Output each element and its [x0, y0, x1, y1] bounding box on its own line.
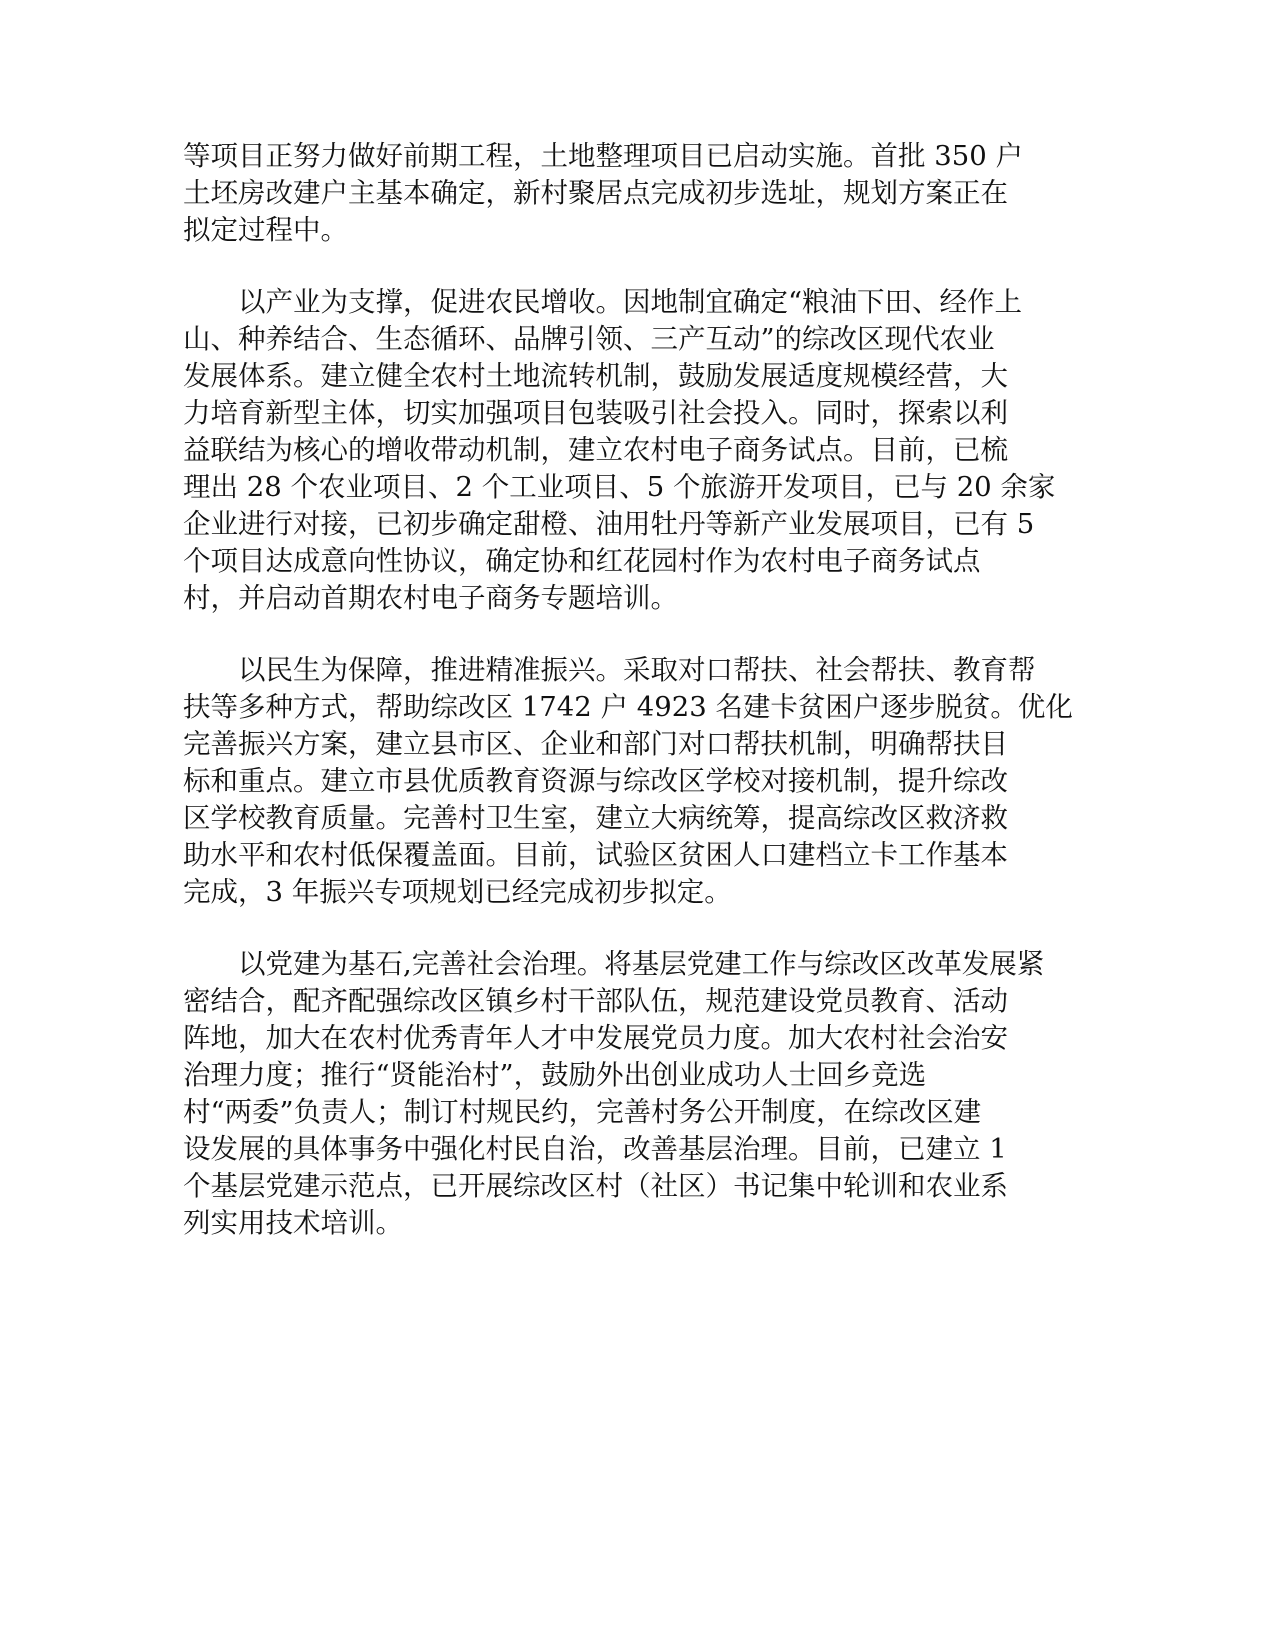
paragraph-industry	[183, 284, 1063, 617]
text-line: 个项目达成意向性协议，确定协和红花园村作为农村电子商务试点	[183, 545, 981, 577]
text-line: 以产业为支撑，促进农民增收。因地制宜确定“粮油下田、经作上	[238, 286, 1023, 318]
text-line: 发展体系。建立健全农村土地流转机制，鼓励发展适度规模经营，大	[183, 360, 1008, 392]
text-line: 扶等多种方式，帮助综改区 1742 户 4923 名建卡贫困户逐步脱贫。优化	[183, 691, 1073, 723]
paragraph-livelihood	[183, 652, 1073, 911]
paragraph-party-building	[183, 946, 1063, 1242]
text-line: 助水平和农村低保覆盖面。目前，试验区贫困人口建档立卡工作基本	[183, 839, 1008, 871]
text-line: 山、种养结合、生态循环、品牌引领、三产互动”的综改区现代农业	[183, 323, 995, 355]
text-line: 列实用技术培训。	[183, 1207, 403, 1239]
text-line: 个基层党建示范点，已开展综改区村（社区）书记集中轮训和农业系	[183, 1170, 1008, 1202]
text-line: 益联结为核心的增收带动机制，建立农村电子商务试点。目前，已梳	[183, 434, 1008, 466]
text-line: 以党建为基石,完善社会治理。将基层党建工作与综改区改革发展紧	[238, 948, 1045, 980]
text-line: 拟定过程中。	[183, 214, 348, 246]
document-page	[183, 138, 1073, 1277]
text-line: 标和重点。建立市县优质教育资源与综改区学校对接机制，提升综改	[183, 765, 1008, 797]
text-line: 土坯房改建户主基本确定，新村聚居点完成初步选址，规划方案正在	[183, 177, 1008, 209]
text-line: 完善振兴方案，建立县市区、企业和部门对口帮扶机制，明确帮扶目	[183, 728, 1008, 760]
text-line: 密结合，配齐配强综改区镇乡村干部队伍，规范建设党员教育、活动	[183, 985, 1008, 1017]
text-line: 等项目正努力做好前期工程，土地整理项目已启动实施。首批 350 户	[183, 140, 1023, 172]
text-line: 区学校教育质量。完善村卫生室，建立大病统筹，提高综改区救济救	[183, 802, 1008, 834]
text-line: 阵地，加大在农村优秀青年人才中发展党员力度。加大农村社会治安	[183, 1022, 1008, 1054]
text-line: 村，并启动首期农村电子商务专题培训。	[183, 582, 678, 614]
text-line: 村“两委”负责人；制订村规民约，完善村务公开制度，在综改区建	[183, 1096, 982, 1128]
text-line: 治理力度；推行“贤能治村”，鼓励外出创业成功人士回乡竞选	[183, 1059, 927, 1091]
text-line: 完成，3 年振兴专项规划已经完成初步拟定。	[183, 876, 732, 908]
text-line: 设发展的具体事务中强化村民自治，改善基层治理。目前，已建立 1	[183, 1133, 1007, 1165]
text-line: 力培育新型主体，切实加强项目包装吸引社会投入。同时，探索以利	[183, 397, 1008, 429]
text-line: 企业进行对接，已初步确定甜橙、油用牡丹等新产业发展项目，已有 5	[183, 508, 1035, 540]
text-line: 以民生为保障，推进精准振兴。采取对口帮扶、社会帮扶、教育帮	[238, 654, 1036, 686]
paragraph-project-progress	[183, 138, 1063, 249]
text-line: 理出 28 个农业项目、2 个工业项目、5 个旅游开发项目，已与 20 余家	[183, 471, 1056, 503]
